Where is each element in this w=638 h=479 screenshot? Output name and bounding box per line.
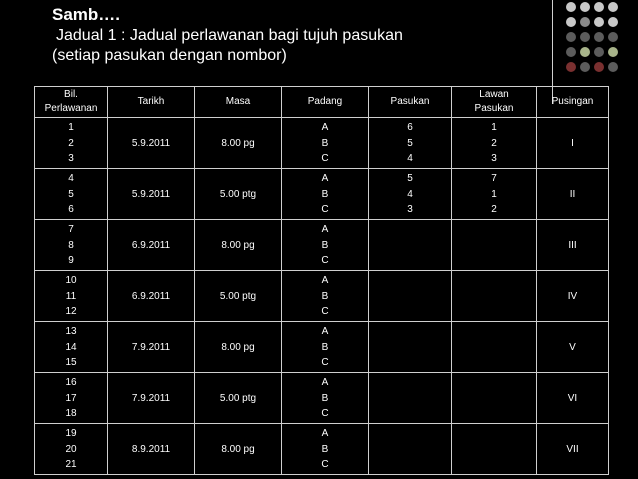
lawan-value [452,340,536,355]
table-row [35,118,609,169]
pasukan-value [369,222,451,237]
padang-value: A [321,377,329,388]
bil-value: 5 [68,188,74,200]
decorative-dot [608,62,618,72]
padang-value: C [321,306,329,317]
masa-cell: 5.00 ptg [195,271,282,322]
padang-value: A [321,224,329,235]
tarikh-cell: 8.9.2011 [108,424,195,475]
lawan-value [452,324,536,339]
pusingan-cell: V [537,322,609,373]
pusingan-cell: II [537,169,609,220]
padang-cell [282,322,369,373]
decorative-dot [580,62,590,72]
pasukan-value: 4 [407,188,413,200]
bil-value: 4 [68,173,74,184]
padang-value: A [321,428,329,439]
bil-value: 18 [65,408,77,419]
bil-value: 13 [65,326,77,337]
header-lawan [452,87,537,118]
bil-value: 3 [68,153,74,164]
masa-cell: 8.00 pg [195,424,282,475]
lawan-cell [452,118,537,169]
padang-value: B [321,137,329,149]
decorative-dot [566,17,576,27]
lawan-value [452,253,536,268]
pasukan-value [369,375,451,390]
bil-value: 8 [68,239,74,251]
lawan-value: 3 [491,153,497,164]
slide-caption: (setiap pasukan dengan nombor) [52,47,287,64]
padang-cell [282,169,369,220]
slide-title: Samb…. [52,5,121,24]
pasukan-value [369,457,451,472]
bil-value: 16 [65,377,77,388]
lawan-cell [452,169,537,220]
padang-cell [282,373,369,424]
padang-value: C [321,459,329,470]
pasukan-value: 5 [407,173,413,184]
pusingan-cell: IV [537,271,609,322]
header-pasukan: Pasukan [369,87,452,118]
padang-value: B [321,290,329,302]
masa-cell: 5.00 ptg [195,169,282,220]
decorative-dot [594,62,604,72]
pasukan-value [369,406,451,421]
lawan-value: 2 [491,137,497,149]
tarikh-cell: 7.9.2011 [108,322,195,373]
padang-value: B [321,443,329,455]
table-row [35,169,609,220]
pasukan-cell [369,271,452,322]
masa-cell: 8.00 pg [195,220,282,271]
bil-value: 2 [68,137,74,149]
padang-value: A [321,173,329,184]
decorative-dot [594,2,604,12]
slide-subtitle: Jadual 1 : Jadual perlawanan bagi tujuh pasukan [56,27,403,44]
bil-cell [35,220,108,271]
padang-cell [282,118,369,169]
tarikh-cell: 6.9.2011 [108,220,195,271]
pasukan-cell [369,424,452,475]
padang-value: B [321,341,329,353]
lawan-value [452,457,536,472]
padang-value: A [321,122,329,133]
header-tarikh: Tarikh [108,87,195,118]
decorative-dot [608,32,618,42]
header-bil-line2: Perlawanan [44,103,98,114]
padang-value: A [321,275,329,286]
bil-value: 1 [68,122,74,133]
pasukan-value [369,238,451,253]
padang-value: C [321,153,329,164]
padang-value: C [321,255,329,266]
pasukan-cell [369,169,452,220]
padang-value: C [321,357,329,368]
bil-value: 6 [68,204,74,215]
bil-value: 17 [65,392,77,404]
header-bil [35,87,108,118]
bil-cell [35,424,108,475]
pasukan-value [369,442,451,457]
padang-value: C [321,408,329,419]
pasukan-value [369,253,451,268]
pasukan-value [369,273,451,288]
header-masa: Masa [195,87,282,118]
header-padang: Padang [282,87,369,118]
lawan-value [452,222,536,237]
schedule-table [34,86,609,475]
table-row [35,322,609,373]
padang-cell [282,220,369,271]
table-header-row [35,87,609,118]
table-row [35,424,609,475]
pasukan-value [369,355,451,370]
header-lawan-line2: Pasukan [474,103,514,114]
bil-value: 9 [68,255,74,266]
decorative-dot [580,17,590,27]
tarikh-cell: 5.9.2011 [108,118,195,169]
table-row [35,373,609,424]
bil-value: 15 [65,357,77,368]
padang-value: B [321,188,329,200]
lawan-value [452,406,536,421]
pasukan-value [369,340,451,355]
bil-value: 12 [65,306,77,317]
pasukan-cell [369,322,452,373]
pasukan-value: 5 [407,137,413,149]
pusingan-cell: VII [537,424,609,475]
decorative-dot [594,32,604,42]
lawan-value: 1 [491,188,497,200]
decorative-dot [594,47,604,57]
tarikh-cell: 5.9.2011 [108,169,195,220]
lawan-value: 2 [491,204,497,215]
masa-cell: 8.00 pg [195,322,282,373]
lawan-value [452,442,536,457]
pusingan-cell: I [537,118,609,169]
pasukan-value [369,426,451,441]
pasukan-value [369,324,451,339]
padang-cell [282,424,369,475]
bil-value: 21 [65,459,77,470]
lawan-value [452,289,536,304]
tarikh-cell: 6.9.2011 [108,271,195,322]
lawan-cell [452,220,537,271]
lawan-cell [452,271,537,322]
masa-cell: 5.00 ptg [195,373,282,424]
lawan-value [452,273,536,288]
pusingan-cell: VI [537,373,609,424]
decorative-dot [608,2,618,12]
padang-value: A [321,326,329,337]
padang-value: B [321,392,329,404]
padang-value: C [321,204,329,215]
lawan-cell [452,322,537,373]
tarikh-cell: 7.9.2011 [108,373,195,424]
decorative-dot [580,2,590,12]
decorative-dot [594,17,604,27]
lawan-value [452,391,536,406]
table-row [35,220,609,271]
lawan-value [452,238,536,253]
decorative-dot [580,32,590,42]
lawan-value: 1 [491,122,497,133]
pasukan-cell [369,373,452,424]
header-lawan-line1: Lawan [479,89,509,100]
lawan-value [452,304,536,319]
padang-cell [282,271,369,322]
padang-value: B [321,239,329,251]
pasukan-cell [369,220,452,271]
pasukan-value: 4 [407,153,413,164]
bil-cell [35,373,108,424]
pasukan-value [369,304,451,319]
lawan-value [452,375,536,390]
decorative-dot [608,47,618,57]
lawan-value: 7 [491,173,497,184]
lawan-cell [452,373,537,424]
lawan-value [452,426,536,441]
decorative-dot [566,47,576,57]
bil-value: 19 [65,428,77,439]
decorative-dot [580,47,590,57]
bil-cell [35,118,108,169]
decorative-dot [608,17,618,27]
masa-cell: 8.00 pg [195,118,282,169]
header-pusingan: Pusingan [537,87,609,118]
pasukan-value: 6 [407,122,413,133]
pasukan-cell [369,118,452,169]
slide-title-block [52,4,403,66]
table-row [35,271,609,322]
bil-value: 10 [65,275,77,286]
decorative-dot [566,62,576,72]
bil-cell [35,271,108,322]
pasukan-value [369,289,451,304]
bil-value: 11 [65,290,77,302]
bil-value: 7 [68,224,74,235]
decorative-dot [566,2,576,12]
lawan-cell [452,424,537,475]
header-bil-line1: Bil. [64,89,78,100]
lawan-value [452,355,536,370]
pasukan-value: 3 [407,204,413,215]
bil-value: 14 [65,341,77,353]
bil-cell [35,322,108,373]
pusingan-cell: III [537,220,609,271]
pasukan-value [369,391,451,406]
bil-cell [35,169,108,220]
decorative-dot [566,32,576,42]
bil-value: 20 [65,443,77,455]
